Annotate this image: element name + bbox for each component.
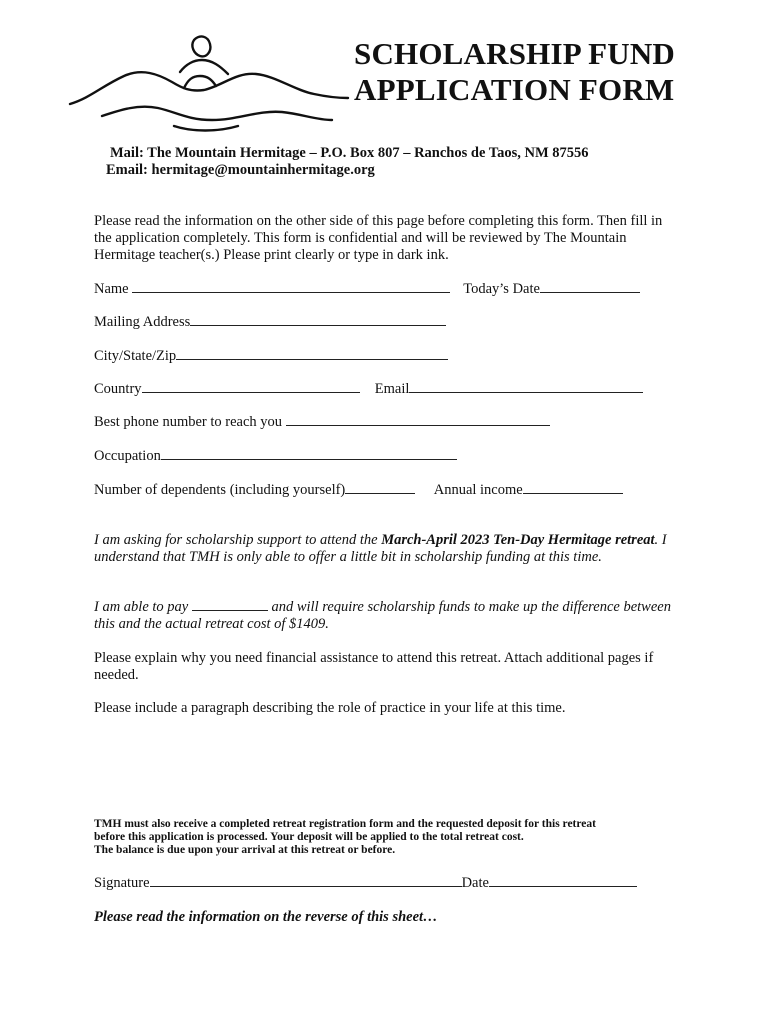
notice-line-3: The balance is due upon your arrival at this retreat or before. — [94, 844, 396, 856]
annual-income-blank[interactable] — [523, 482, 623, 494]
city-state-zip-field[interactable] — [94, 348, 448, 365]
intro-paragraph: Please read the information on the other side of this page before completing this form. Then fill in the application completely. This form is confidential and will be reviewed by The Mountain Hermitage teacher(s.) Please print clearly or type in dark ink. — [94, 213, 663, 263]
payment-prefix: I am able to pay — [94, 599, 192, 615]
mailing-address-blank[interactable] — [190, 314, 446, 326]
city-state-zip-blank[interactable] — [176, 348, 448, 360]
dependents-label: Number of dependents (including yourself) — [94, 482, 346, 498]
statement-text-b: . I understand that TMH is only able to offer a little bit in scholarship funding at this time. — [94, 532, 667, 565]
retreat-name: March-April 2023 Ten-Day Hermitage retreat — [381, 532, 655, 548]
payment-statement — [94, 599, 674, 633]
email-blank[interactable] — [409, 381, 643, 393]
todays-date-label: Today’s Date — [463, 281, 540, 297]
signature-label: Signature — [94, 875, 150, 891]
todays-date-blank[interactable] — [540, 281, 640, 293]
country-email-row[interactable] — [94, 381, 643, 398]
signature-row[interactable] — [94, 875, 637, 892]
payment-suffix: and will require scholarship funds to make up the difference between this and the actual retreat cost of $1409. — [94, 599, 671, 632]
occupation-blank[interactable] — [161, 448, 457, 460]
email-info: Email: hermitage@mountainhermitage.org — [106, 162, 375, 178]
mailing-address-info: Mail: The Mountain Hermitage – P.O. Box 807 – Ranchos de Taos, NM 87556 — [110, 145, 589, 161]
signature-blank[interactable] — [150, 875, 462, 887]
dependents-blank[interactable] — [345, 482, 415, 494]
statement-text-a: I am asking for scholarship support to attend the — [94, 532, 382, 548]
financial-need-prompt: Please explain why you need financial assistance to attend this retreat. Attach additional pages if needed. — [94, 650, 654, 683]
city-state-zip-label: City/State/Zip — [94, 348, 177, 364]
phone-field[interactable] — [94, 414, 550, 431]
occupation-field[interactable] — [94, 448, 457, 465]
signature-date-label: Date — [461, 875, 489, 891]
reverse-side-note: Please read the information on the reverse of this sheet… — [94, 909, 438, 925]
occupation-label: Occupation — [94, 448, 161, 464]
phone-blank[interactable] — [286, 414, 550, 426]
email-label: Email — [374, 381, 410, 397]
practice-prompt: Please include a paragraph describing the role of practice in your life at this time. — [94, 700, 566, 716]
mailing-address-label: Mailing Address — [94, 314, 191, 330]
country-label: Country — [94, 381, 142, 397]
annual-income-label: Annual income — [433, 482, 523, 498]
name-label: Name — [94, 281, 129, 297]
deposit-notice — [94, 818, 694, 857]
name-field[interactable] — [94, 281, 640, 298]
notice-line-2: before this application is processed. Your deposit will be applied to the total retreat cost. — [94, 831, 524, 843]
mailing-address-field[interactable] — [94, 314, 446, 331]
scholarship-statement — [94, 532, 674, 566]
payment-amount-blank[interactable] — [192, 599, 268, 611]
form-title-line-1: SCHOLARSHIP FUND — [354, 36, 675, 71]
mountain-hermitage-logo — [62, 28, 350, 136]
notice-line-1: TMH must also receive a completed retreat registration form and the requested deposit for this retreat — [94, 818, 596, 830]
signature-date-blank[interactable] — [489, 875, 637, 887]
form-title-line-2: APPLICATION FORM — [354, 72, 675, 107]
country-blank[interactable] — [142, 381, 360, 393]
name-blank[interactable] — [132, 281, 450, 293]
dependents-income-row[interactable] — [94, 482, 623, 499]
phone-label: Best phone number to reach you — [94, 414, 283, 430]
